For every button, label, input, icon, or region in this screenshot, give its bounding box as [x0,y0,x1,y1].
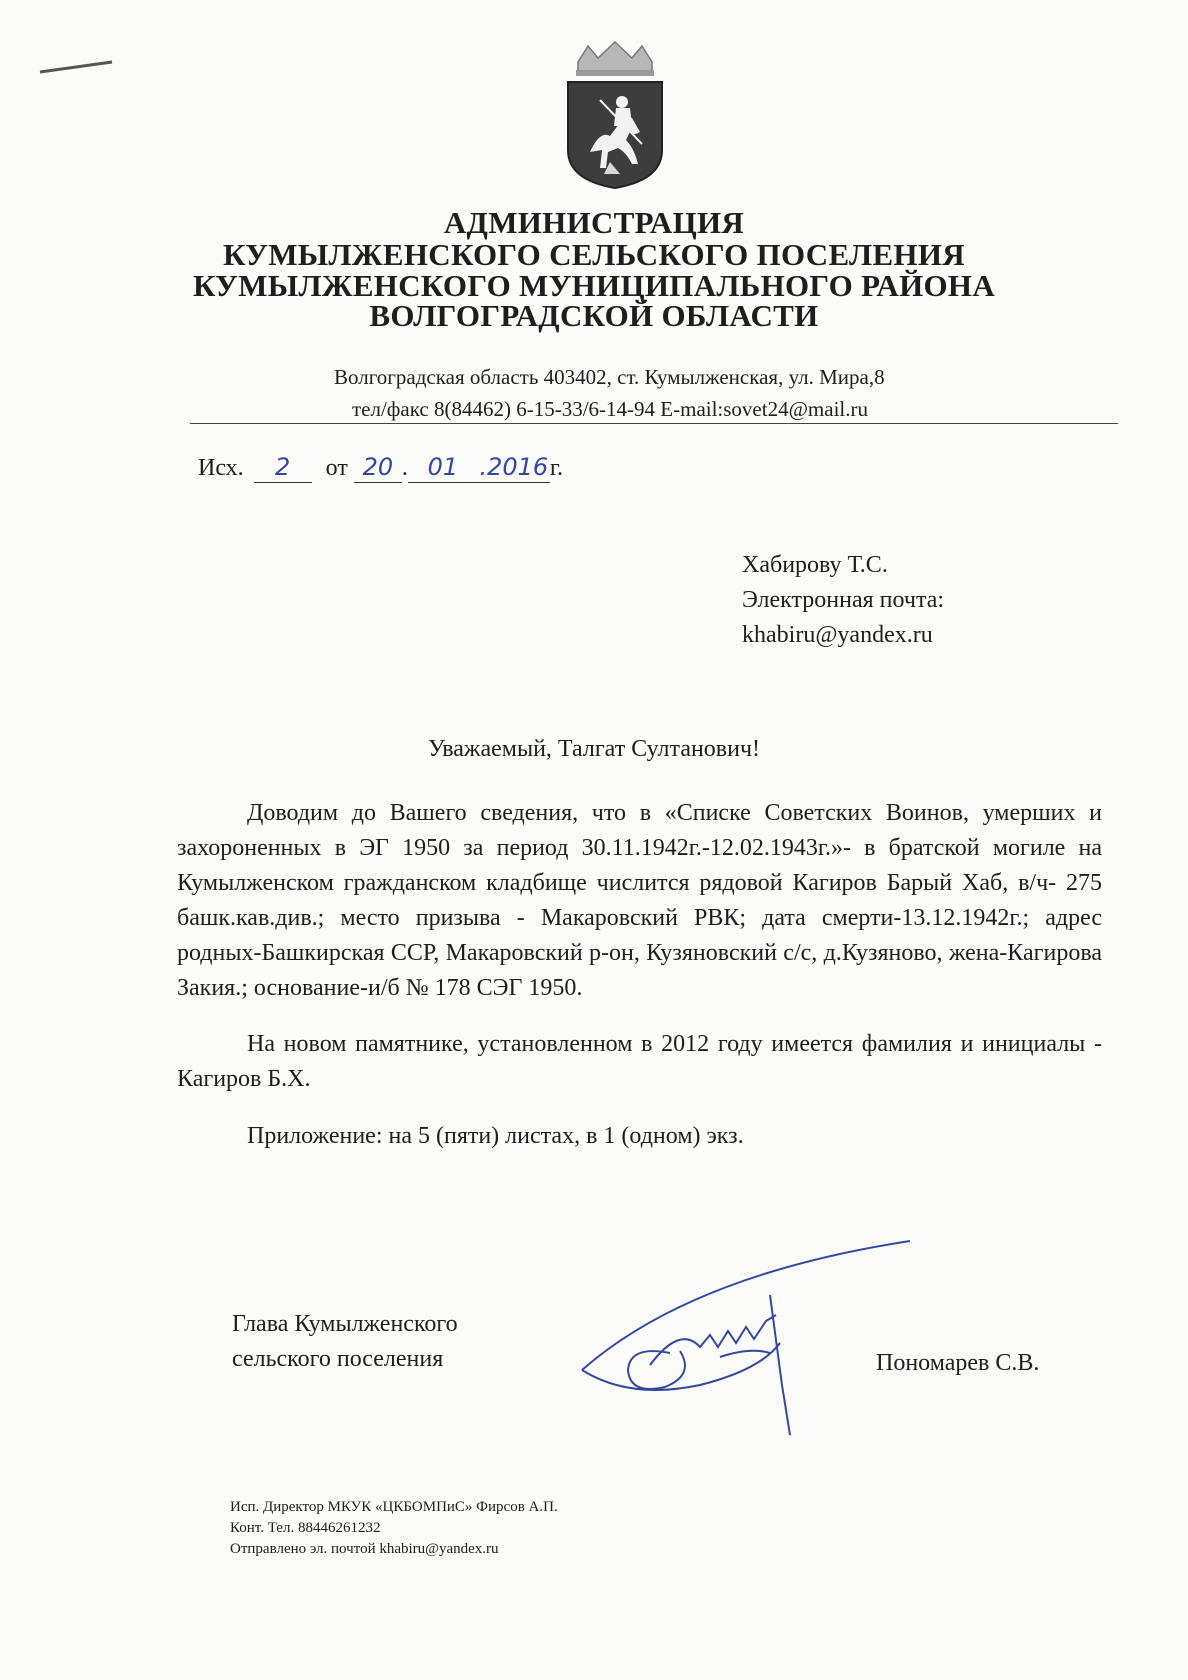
attachment-note: Приложение: на 5 (пяти) листах, в 1 (одном) экз. [247,1123,744,1149]
outgoing-number-line: Исх. 2 от 20 . 01 .2016г. [198,453,563,481]
outgoing-prefix: Исх. [198,455,244,481]
outgoing-day-field [354,453,402,483]
outgoing-from-label: от [325,455,348,481]
outgoing-number-field [254,453,312,483]
signer-name: Пономарев С.В. [876,1350,1040,1376]
recipient-block [742,548,944,653]
recipient-email: khabiru@yandex.ru [742,622,933,648]
header-title-line-4: ВОЛГОГРАДСКОЙ ОБЛАСТИ [369,298,819,333]
signatory-position-line-2: сельского поселения [232,1346,444,1372]
footer-phone: Конт. Тел. 88446261232 [230,1520,381,1536]
footer-info [230,1497,558,1560]
recipient-email-label: Электронная почта: [742,587,945,613]
handwritten-signature [570,1235,920,1440]
header-title-line-2: КУМЫЛЖЕНСКОГО СЕЛЬСКОГО ПОСЕЛЕНИЯ [223,237,965,272]
header-title-line-3: КУМЫЛЖЕНСКОГО МУНИЦИПАЛЬНОГО РАЙОНА [192,268,996,303]
outgoing-year-field [478,453,550,483]
recipient-name: Хабирову Т.С. [742,552,888,578]
letter-paragraph-2: На новом памятнике, установленном в 2012 году имеется фамилия и инициалы - Кагиров Б.Х. [177,1031,1102,1092]
outgoing-month: 01 [427,453,459,481]
outgoing-number: 2 [275,453,291,481]
signatory-position [232,1307,458,1377]
header-title-line-1: АДМИНИСТРАЦИЯ [443,205,745,240]
signatory-position-line-1: Глава Кумылженского [232,1311,458,1337]
scan-mark [38,58,118,83]
outgoing-year: .2016 [479,453,549,481]
outgoing-month-field [408,453,478,483]
coat-of-arms-icon [560,40,670,195]
outgoing-year-suffix: г. [549,455,563,481]
letter-paragraph-1: Доводим до Вашего сведения, что в «Списке Советских Воинов, умерших и захороненных в ЭГ 1950 за период 30.11.1942г.-12.02.1943г.»- в братской могиле на Кумылженском гражданском кладбище числится рядовой Кагиров Барый Хаб, в/ч- 275 башк.кав.див.; место призыва - Макаровский РВК; дата смерти-13.12.1942г.; адрес родных-Башкирская ССР, Макаровский р-он, Кузяновский с/с, д.Кузяново, жена-Кагирова Закия.; основание-и/б № 178 СЭГ 1950. [177,800,1102,1001]
footer-executor: Исп. Директор МКУК «ЦКБОМПиС» Фирсов А.П. [230,1499,558,1515]
header-contacts: тел/факс 8(84462) 6-15-33/6-14-94 E-mail:sovet24@mail.ru [352,397,868,421]
header-address: Волгоградская область 403402, ст. Кумылженская, ул. Мира,8 [334,365,885,389]
header-divider [190,423,1118,424]
greeting: Уважаемый, Талгат Султанович! [427,736,761,762]
footer-sent: Отправлено эл. почтой khabiru@yandex.ru [230,1541,499,1557]
outgoing-day: 20 [362,453,394,481]
